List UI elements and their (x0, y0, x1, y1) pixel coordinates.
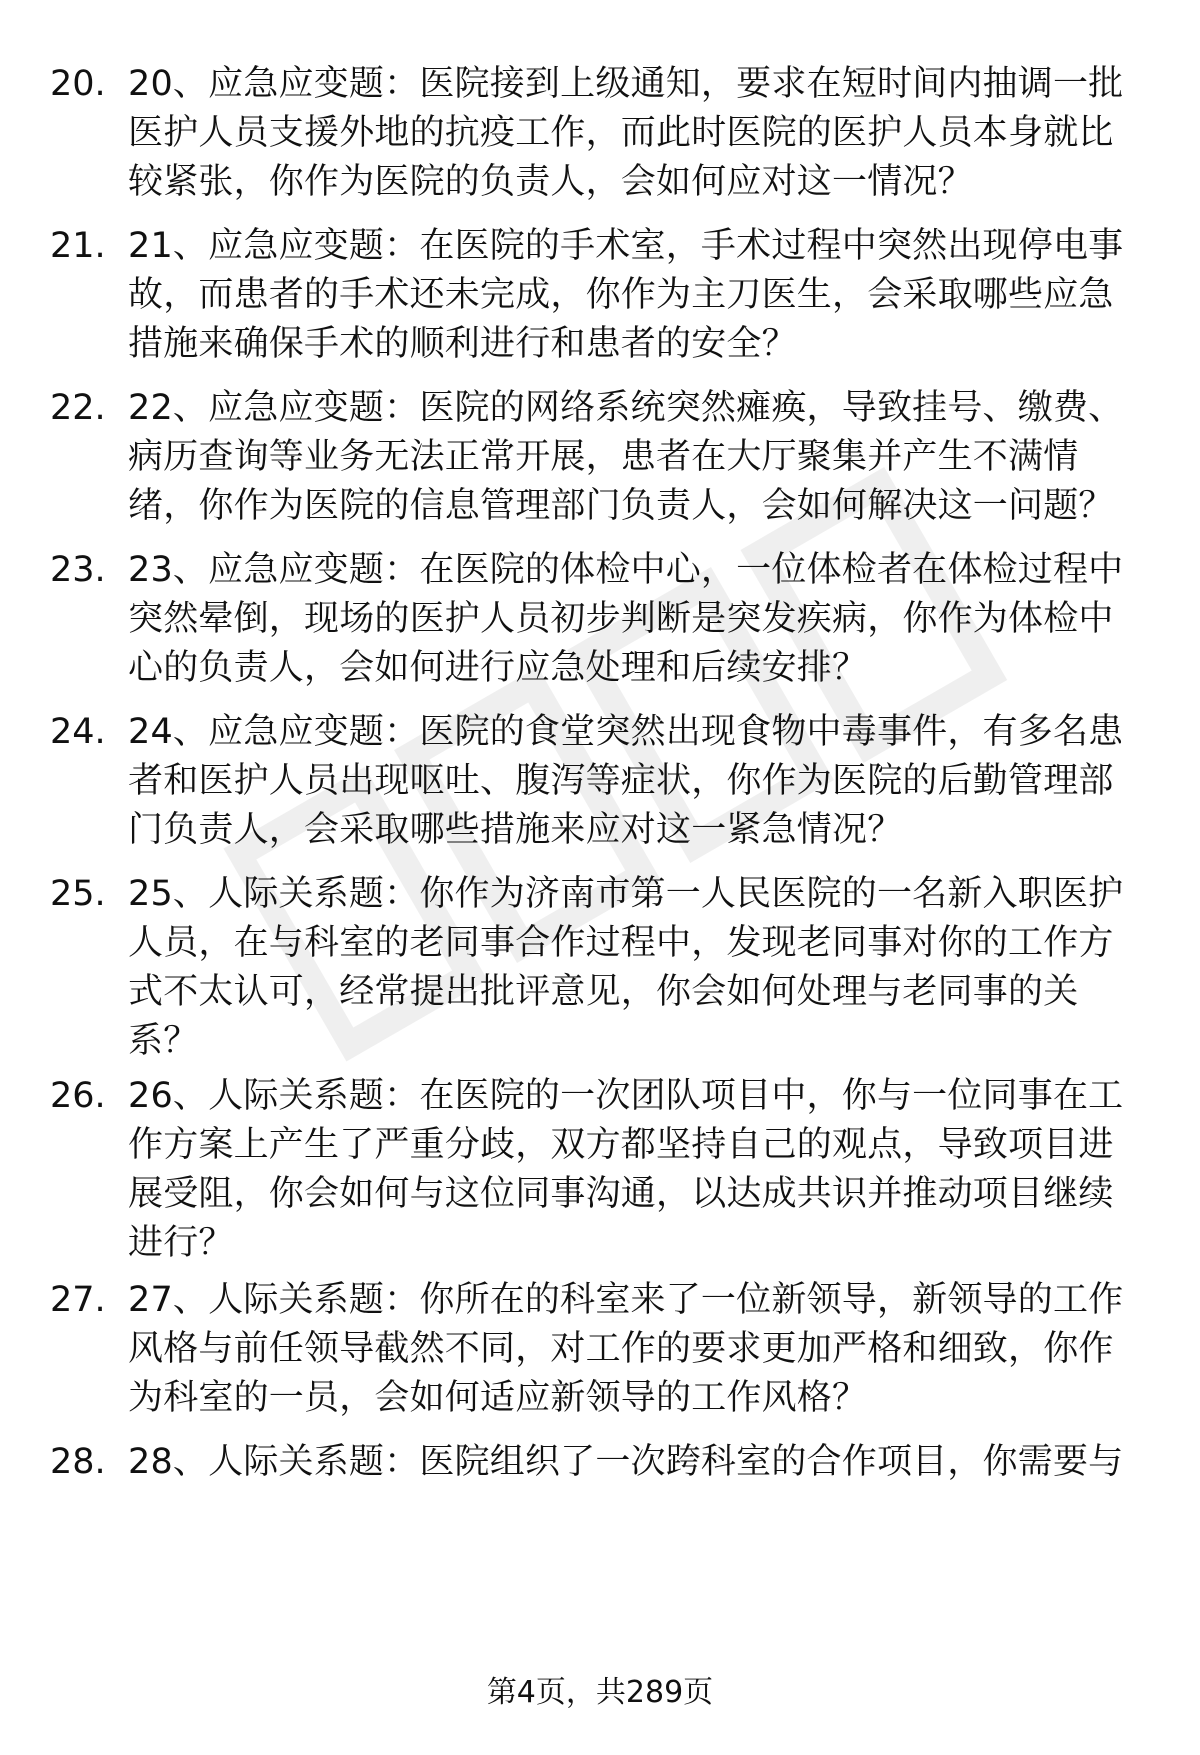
question-number: 24. (50, 712, 106, 752)
question-number: 25. (50, 874, 106, 914)
question-number: 21. (50, 226, 106, 266)
question-text: 25、人际关系题：你作为济南市第一人民医院的一名新入职医护 人员，在与科室的老同事合作过程中，发现老同事对你的工作方 式不太认可，经常提出批评意见，你会如何处理与老同事的关 系？ (128, 874, 1124, 1061)
question-item-20 (50, 60, 1160, 207)
question-item-27 (50, 1276, 1160, 1423)
question-text: 27、人际关系题：你所在的科室来了一位新领导，新领导的工作 风格与前任领导截然不同，对工作的要求更加严格和细致，你作 为科室的一员，会如何适应新领导的工作风格？ (128, 1280, 1124, 1418)
question-number: 22. (50, 388, 106, 428)
question-text: 22、应急应变题：医院的网络系统突然瘫痪，导致挂号、缴费、 病历查询等业务无法正常开展，患者在大厅聚集并产生不满情 绪，你作为医院的信息管理部门负责人，会如何解决这一问题？ (128, 388, 1124, 526)
question-number: 26. (50, 1076, 106, 1116)
question-item-22 (50, 384, 1160, 531)
page-footer: 第4页，共289页 (486, 1675, 714, 1710)
question-text: 23、应急应变题：在医院的体检中心，一位体检者在体检过程中 突然晕倒，现场的医护人员初步判断是突发疾病，你作为体检中 心的负责人，会如何进行应急处理和后续安排？ (128, 550, 1124, 688)
question-item-21 (50, 222, 1160, 369)
question-item-25 (50, 870, 1160, 1066)
question-text: 28、人际关系题：医院组织了一次跨科室的合作项目，你需要与 (128, 1442, 1124, 1482)
question-item-23 (50, 546, 1160, 693)
question-number: 20. (50, 64, 106, 104)
question-text: 21、应急应变题：在医院的手术室，手术过程中突然出现停电事 故，而患者的手术还未完成，你作为主刀医生，会采取哪些应急 措施来确保手术的顺利进行和患者的安全？ (128, 226, 1124, 364)
question-number: 27. (50, 1280, 106, 1320)
question-item-24 (50, 708, 1160, 855)
question-item-28 (50, 1438, 1160, 1487)
question-item-26 (50, 1072, 1160, 1268)
question-number: 28. (50, 1442, 106, 1482)
question-number: 23. (50, 550, 106, 590)
question-text: 20、应急应变题：医院接到上级通知，要求在短时间内抽调一批 医护人员支援外地的抗疫工作，而此时医院的医护人员本身就比 较紧张，你作为医院的负责人，会如何应对这一情况？ (128, 64, 1124, 202)
question-text: 24、应急应变题：医院的食堂突然出现食物中毒事件，有多名患 者和医护人员出现呕吐、腹泻等症状，你作为医院的后勤管理部 门负责人，会采取哪些措施来应对这一紧急情况？ (128, 712, 1124, 850)
question-text: 26、人际关系题：在医院的一次团队项目中，你与一位同事在工 作方案上产生了严重分歧，双方都坚持自己的观点，导致项目进 展受阻，你会如何与这位同事沟通，以达成共识并推动项目继续 进行？ (128, 1076, 1124, 1263)
